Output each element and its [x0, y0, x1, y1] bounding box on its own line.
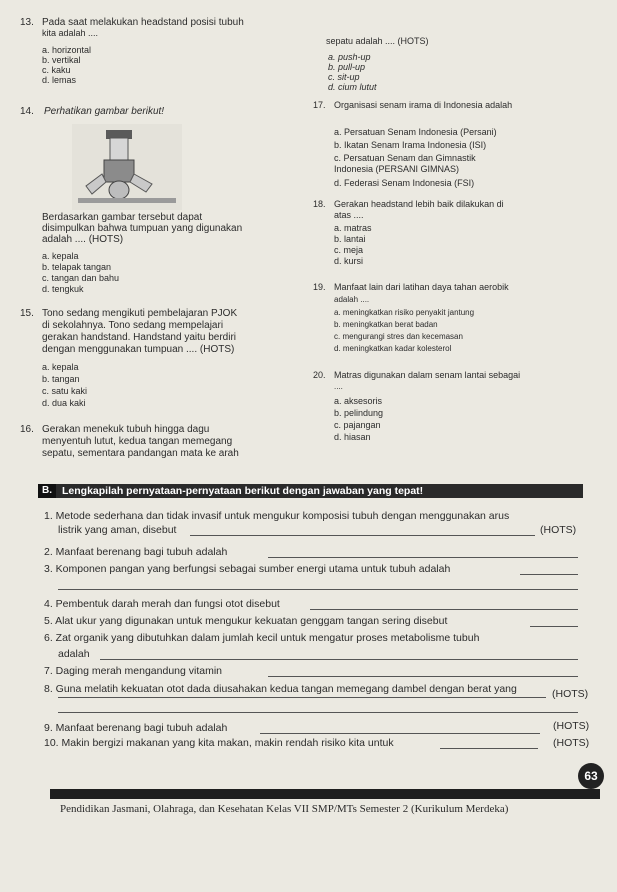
answer-blank-2[interactable] — [268, 557, 578, 558]
question-number: 13. — [20, 17, 34, 28]
question-number: 20. — [313, 370, 326, 380]
question-body-line-4: dengan menggunakan tumpuan .... (HOTS) — [42, 344, 235, 355]
options — [328, 52, 377, 92]
option-d: d. kursi — [334, 256, 364, 266]
item-6-line-1: 6. Zat organik yang dibutuhkan dalam jumlah kecil untuk mengatur proses metabolisme tubuh — [44, 632, 480, 644]
option-c: c. kaku — [42, 65, 71, 75]
question-text-cont: adalah .... — [334, 295, 370, 304]
question-body-line-1: Tono sedang mengikuti pembelajaran PJOK — [42, 308, 238, 319]
item-6-line-2: adalah — [58, 648, 90, 660]
option-a: a. Persatuan Senam Indonesia (Persani) — [334, 127, 497, 137]
options — [42, 251, 119, 295]
floor-mat-shape — [78, 198, 176, 203]
option-c: c. tangan dan bahu — [42, 273, 120, 283]
question-number: 18. — [313, 199, 326, 209]
options — [42, 45, 91, 85]
option-b: b. vertikal — [42, 55, 81, 65]
option-b: b. meningkatkan berat badan — [334, 320, 438, 329]
section-b-badge: B. — [38, 484, 56, 498]
question-number: 19. — [313, 282, 326, 292]
question-text-cont: sepatu adalah .... (HOTS) — [326, 36, 429, 46]
item-5: 5. Alat ukur yang digunakan untuk mengukur kekuatan genggam tangan sering disebut — [44, 615, 448, 627]
question-text-cont: atas .... — [334, 210, 364, 220]
item-9-hots: (HOTS) — [553, 720, 590, 732]
option-d: d. dua kaki — [42, 398, 86, 408]
answer-blank-3a[interactable] — [520, 574, 578, 575]
option-a: a. horizontal — [42, 45, 92, 55]
legs-shape — [110, 138, 128, 162]
item-8-hots: (HOTS) — [552, 688, 589, 700]
headstand-illustration — [72, 124, 182, 210]
option-d: d. lemas — [42, 75, 77, 85]
question-text-cont: .... — [334, 382, 343, 391]
page-number: 63 — [578, 763, 604, 789]
option-b: b. Ikatan Senam Irama Indonesia (ISI) — [334, 140, 487, 150]
option-c: c. sit-up — [328, 72, 360, 82]
question-text: Manfaat lain dari latihan daya tahan aerobik — [334, 282, 509, 292]
question-text: Gerakan headstand lebih baik dilakukan di — [334, 199, 504, 209]
question-body-line-3: sepatu, sementara pandangan mata ke arah — [42, 448, 239, 459]
section-b-header — [38, 484, 583, 498]
answer-blank-9[interactable] — [260, 733, 540, 734]
answer-blank-6[interactable] — [100, 659, 578, 660]
option-a: a. kepala — [42, 251, 79, 261]
question-text: Matras digunakan dalam senam lantai sebagai — [334, 370, 521, 380]
item-4: 4. Pembentuk darah merah dan fungsi otot disebut — [44, 598, 280, 610]
question-number: 15. — [20, 308, 34, 319]
option-d: d. cium lutut — [328, 82, 377, 92]
item-1-hots: (HOTS) — [540, 524, 577, 536]
question-number: 17. — [313, 100, 326, 110]
option-a: a. kepala — [42, 362, 79, 372]
question-body-line-3: adalah .... (HOTS) — [42, 234, 124, 245]
answer-blank-1[interactable] — [190, 535, 535, 536]
answer-blank-10[interactable] — [440, 748, 538, 749]
option-a: a. meningkatkan risiko penyakit jantung — [334, 308, 475, 317]
question-number: 16. — [20, 424, 34, 435]
question-body-line-2: menyentuh lutut, kedua tangan memegang — [42, 436, 233, 447]
answer-blank-7[interactable] — [268, 676, 578, 677]
torso-shape — [104, 160, 134, 182]
option-b: b. telapak tangan — [42, 262, 112, 272]
option-d: d. meningkatkan kadar kolesterol — [334, 344, 452, 353]
option-b: b. pull-up — [328, 62, 366, 72]
option-b: b. tangan — [42, 374, 80, 384]
question-number: 14. — [20, 106, 34, 117]
options — [42, 362, 87, 410]
answer-blank-8b[interactable] — [58, 712, 578, 713]
option-c: c. Persatuan Senam dan Gimnastik — [334, 153, 476, 163]
question-body-line-2: di sekolahnya. Tono sedang mempelajari — [42, 320, 224, 331]
question-text: Organisasi senam irama di Indonesia adalah — [334, 100, 513, 110]
footer-bar — [50, 789, 600, 799]
option-d: d. hiasan — [334, 432, 371, 442]
question-body-line-1: Gerakan menekuk tubuh hingga dagu — [42, 424, 210, 435]
question-body-line-1: Berdasarkan gambar tersebut dapat — [42, 212, 203, 223]
item-9: 9. Manfaat berenang bagi tubuh adalah — [44, 722, 228, 734]
option-b: b. pelindung — [334, 408, 384, 418]
item-1-line-1: 1. Metode sederhana dan tidak invasif untuk mengukur komposisi tubuh dengan menggunakan arus — [44, 510, 510, 522]
question-body-line-2: disimpulkan bahwa tumpuan yang digunakan — [42, 223, 243, 234]
item-1-line-2: listrik yang aman, disebut — [58, 524, 177, 536]
option-c: c. satu kaki — [42, 386, 88, 396]
item-8: 8. Guna melatih kekuatan otot dada diusahakan kedua tangan memegang dambel dengan berat yang — [44, 683, 517, 695]
head-shape — [109, 181, 129, 199]
option-a: a. push-up — [328, 52, 371, 62]
option-d: d. Federasi Senam Indonesia (FSI) — [334, 178, 475, 188]
item-7: 7. Daging merah mengandung vitamin — [44, 665, 223, 677]
question-body-line-3: gerakan handstand. Handstand yaitu berdiri — [42, 332, 237, 343]
option-c-cont: Indonesia (PERSANI GIMNAS) — [334, 164, 460, 174]
item-10-hots: (HOTS) — [553, 737, 590, 749]
answer-blank-4[interactable] — [310, 609, 578, 610]
section-b-title: Lengkapilah pernyataan-pernyataan berikut dengan jawaban yang tepat! — [62, 485, 424, 497]
option-b: b. lantai — [334, 234, 366, 244]
item-10: 10. Makin bergizi makanan yang kita makan, makin rendah risiko kita untuk — [44, 737, 394, 749]
item-3: 3. Komponen pangan yang berfungsi sebagai sumber energi utama untuk tubuh adalah — [44, 563, 451, 575]
options — [334, 308, 474, 356]
answer-blank-8[interactable] — [58, 697, 546, 698]
item-2: 2. Manfaat berenang bagi tubuh adalah — [44, 546, 228, 558]
option-a: a. matras — [334, 223, 372, 233]
question-text-cont: kita adalah .... — [42, 28, 99, 38]
option-c: c. mengurangi stres dan kecemasan — [334, 332, 463, 341]
options — [334, 223, 372, 267]
question-text: Pada saat melakukan headstand posisi tubuh — [42, 17, 244, 28]
answer-blank-5[interactable] — [530, 626, 578, 627]
option-c: c. pajangan — [334, 420, 381, 430]
answer-blank-3b[interactable] — [58, 589, 578, 590]
option-a: a. aksesoris — [334, 396, 383, 406]
option-c: c. meja — [334, 245, 364, 255]
options — [334, 396, 383, 444]
option-d: d. tengkuk — [42, 284, 84, 294]
book-title: Pendidikan Jasmani, Olahraga, dan Kesehatan Kelas VII SMP/MTs Semester 2 (Kurikulum Merdeka) — [60, 803, 509, 815]
question-text: Perhatikan gambar berikut! — [44, 106, 165, 117]
